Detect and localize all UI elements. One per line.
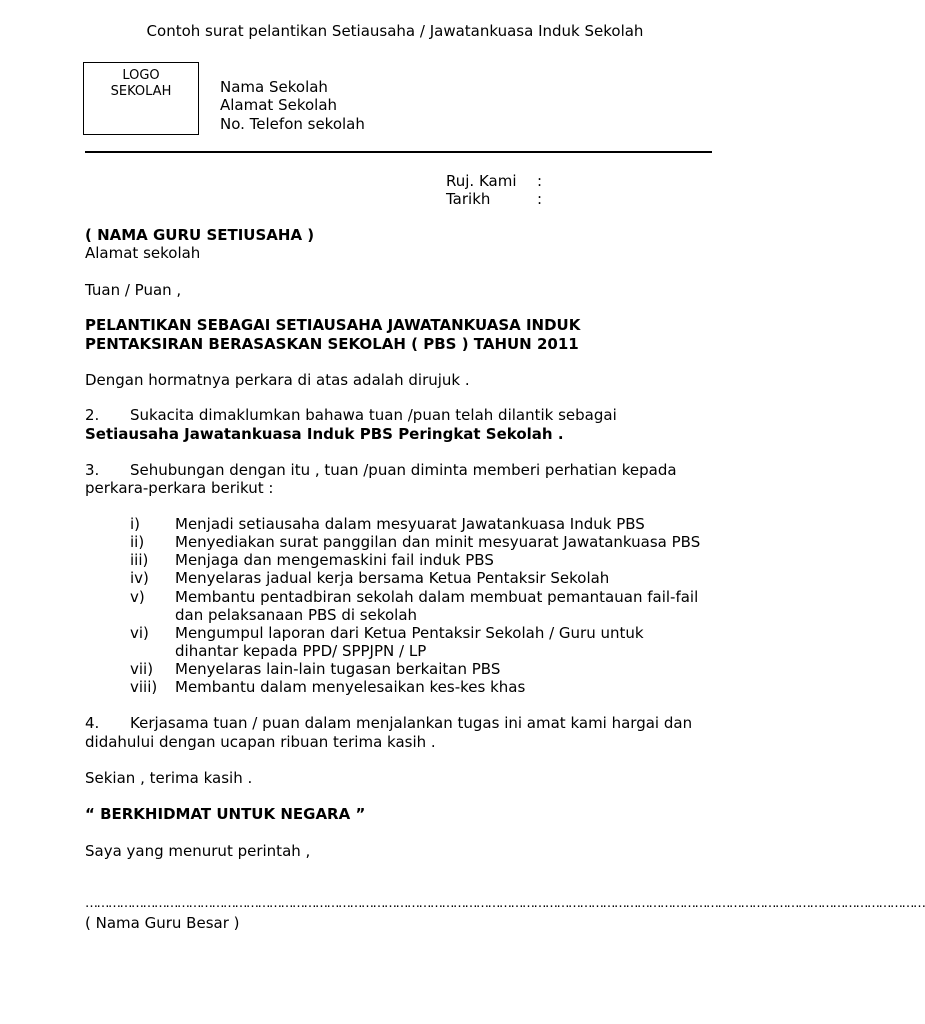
duty-number: v) [130,588,145,606]
duty-number: ii) [130,533,145,551]
duty-number: iv) [130,569,149,587]
duty-text-continued: dihantar kepada PPD/ SPPJPN / LP [175,642,427,660]
header-divider [85,151,712,153]
tarikh-label: Tarikh [446,190,491,208]
ruj-kami-colon: : [537,172,543,190]
school-phone: No. Telefon sekolah [220,115,365,133]
duty-number: vi) [130,624,149,642]
para-3-line-1: Sehubungan dengan itu , tuan /puan diminta memberi perhatian kepada [130,461,677,479]
para-2-line-1: Sukacita dimaklumkan bahawa tuan /puan telah dilantik sebagai [130,406,617,424]
salutation: Tuan / Puan , [85,281,182,299]
para-2-number: 2. [85,406,100,424]
subject-line-1: PELANTIKAN SEBAGAI SETIAUSAHA JAWATANKUASA INDUK [85,316,581,334]
document-title: Contoh surat pelantikan Setiausaha / Jawatankuasa Induk Sekolah [146,22,644,40]
duty-text-continued: dan pelaksanaan PBS di sekolah [175,606,418,624]
recipient-address: Alamat sekolah [85,244,201,262]
duty-number: i) [130,515,141,533]
duty-text: Mengumpul laporan dari Ketua Pentaksir Sekolah / Guru untuk [175,624,644,642]
para-3-line-2: perkara-perkara berikut : [85,479,274,497]
opening-paragraph: Dengan hormatnya perkara di atas adalah dirujuk . [85,371,470,389]
duty-text: Menjaga dan mengemaskini fail induk PBS [175,551,494,569]
duty-text: Menjadi setiausaha dalam mesyuarat Jawatankuasa Induk PBS [175,515,645,533]
closing: Sekian , terima kasih . [85,769,253,787]
school-address: Alamat Sekolah [220,96,338,114]
signature-line: ………………………………………………………………………………………………………………………………………………………………………………………………… [85,896,925,911]
tarikh-colon: : [537,190,543,208]
duty-number: iii) [130,551,149,569]
recipient-name: ( NAMA GURU SETIUSAHA ) [85,226,315,244]
duty-text: Menyelaras jadual kerja bersama Ketua Pentaksir Sekolah [175,569,610,587]
principal-name: ( Nama Guru Besar ) [85,914,240,932]
para-4-line-1: Kerjasama tuan / puan dalam menjalankan tugas ini amat kami hargai dan [130,714,693,732]
duty-text: Menyediakan surat panggilan dan minit mesyuarat Jawatankuasa PBS [175,533,701,551]
para-4-line-2: didahului dengan ucapan ribuan terima kasih . [85,733,436,751]
ruj-kami-label: Ruj. Kami [446,172,517,190]
logo-line-2: SEKOLAH [110,84,172,99]
school-name: Nama Sekolah [220,78,328,96]
duty-text: Menyelaras lain-lain tugasan berkaitan PBS [175,660,501,678]
duty-text: Membantu pentadbiran sekolah dalam membuat pemantauan fail-fail [175,588,699,606]
logo-line-1: LOGO [122,68,160,83]
para-4-number: 4. [85,714,100,732]
para-3-number: 3. [85,461,100,479]
duty-number: viii) [130,678,158,696]
subject-line-2: PENTAKSIRAN BERASASKAN SEKOLAH ( PBS ) TAHUN 2011 [85,335,579,353]
motto: “ BERKHIDMAT UNTUK NEGARA ” [85,805,366,823]
para-2-line-2: Setiausaha Jawatankuasa Induk PBS Peringkat Sekolah . [85,425,564,443]
school-logo-placeholder [83,62,199,135]
duty-number: vii) [130,660,154,678]
duty-text: Membantu dalam menyelesaikan kes-kes khas [175,678,526,696]
signoff: Saya yang menurut perintah , [85,842,311,860]
